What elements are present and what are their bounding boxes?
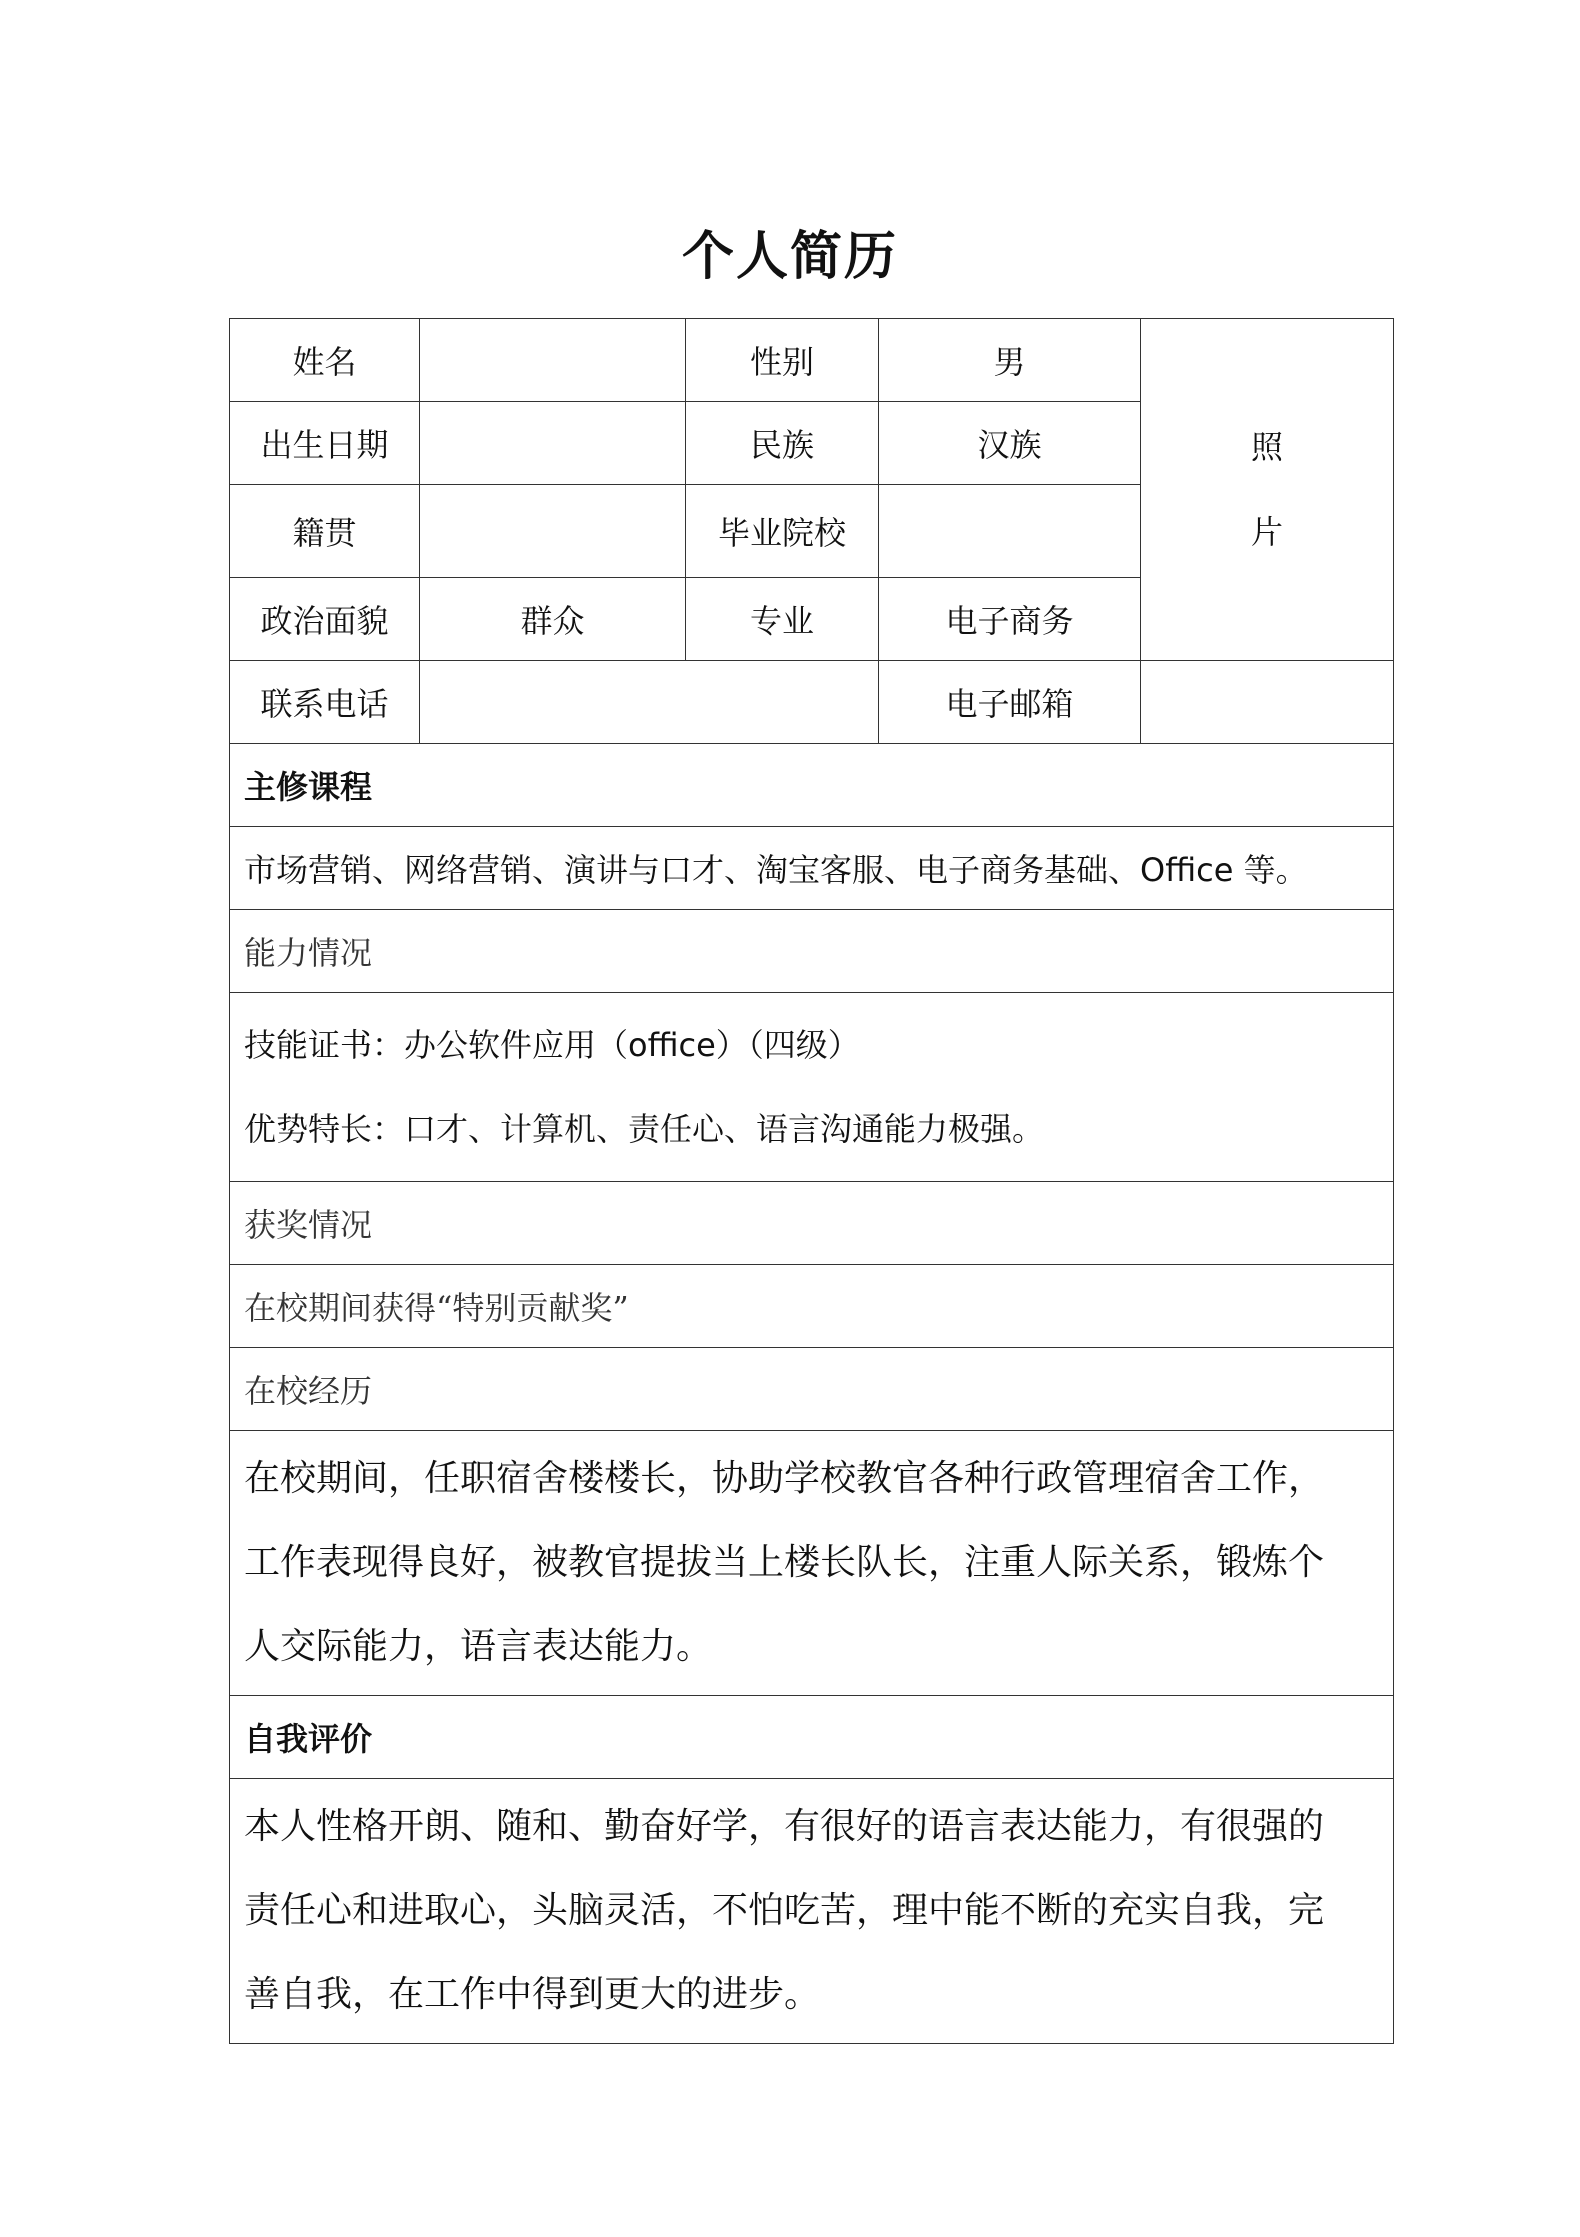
self-eval-line-3: 善自我，在工作中得到更大的进步。 bbox=[244, 1974, 821, 2015]
birth-label: 出生日期 bbox=[230, 402, 420, 485]
photo-placeholder[interactable] bbox=[1141, 319, 1394, 661]
awards-content-row bbox=[230, 1265, 1394, 1348]
self-eval-content-row bbox=[230, 1779, 1394, 2044]
self-eval-heading: 自我评价 bbox=[230, 1696, 1394, 1779]
awards-heading-row bbox=[230, 1182, 1394, 1265]
photo-char-1: 照 bbox=[1250, 427, 1283, 466]
politics-value[interactable]: 群众 bbox=[420, 578, 686, 661]
ability-line-1: 技能证书：办公软件应用（office）（四级） bbox=[244, 1026, 860, 1064]
abilities-content[interactable] bbox=[230, 993, 1394, 1182]
name-value[interactable] bbox=[420, 319, 686, 402]
experience-line-2: 工作表现得良好，被教官提拔当上楼长队长，注重人际关系，锻炼个 bbox=[244, 1542, 1325, 1583]
name-label: 姓名 bbox=[230, 319, 420, 402]
ethnicity-label: 民族 bbox=[686, 402, 879, 485]
self-eval-line-2: 责任心和进取心，头脑灵活，不怕吃苦，理中能不断的充实自我，完 bbox=[244, 1890, 1325, 1931]
experience-line-3: 人交际能力，语言表达能力。 bbox=[244, 1626, 713, 1667]
awards-content[interactable]: 在校期间获得“特别贡献奖” bbox=[230, 1265, 1394, 1348]
gender-label: 性别 bbox=[686, 319, 879, 402]
abilities-content-row bbox=[230, 993, 1394, 1182]
ability-line-2: 优势特长：口才、计算机、责任心、语言沟通能力极强。 bbox=[244, 1110, 1045, 1148]
photo-char-2: 片 bbox=[1250, 512, 1283, 551]
phone-value[interactable] bbox=[420, 661, 879, 744]
experience-heading-row bbox=[230, 1348, 1394, 1431]
experience-content[interactable] bbox=[230, 1431, 1394, 1696]
info-row-5 bbox=[230, 661, 1394, 744]
major-label: 专业 bbox=[686, 578, 879, 661]
email-value[interactable] bbox=[1141, 661, 1394, 744]
politics-label: 政治面貌 bbox=[230, 578, 420, 661]
self-eval-content[interactable] bbox=[230, 1779, 1394, 2044]
email-label: 电子邮箱 bbox=[879, 661, 1141, 744]
courses-heading-row bbox=[230, 744, 1394, 827]
page-title: 个人简历 bbox=[681, 227, 898, 287]
courses-heading: 主修课程 bbox=[230, 744, 1394, 827]
experience-line-1: 在校期间，任职宿舍楼楼长，协助学校教官各种行政管理宿舍工作， bbox=[244, 1458, 1325, 1499]
school-label: 毕业院校 bbox=[686, 485, 879, 578]
birth-value[interactable] bbox=[420, 402, 686, 485]
school-value[interactable] bbox=[879, 485, 1141, 578]
resume-table bbox=[229, 318, 1394, 2044]
experience-content-row bbox=[230, 1431, 1394, 1696]
major-value[interactable]: 电子商务 bbox=[879, 578, 1141, 661]
phone-label: 联系电话 bbox=[230, 661, 420, 744]
abilities-heading-row bbox=[230, 910, 1394, 993]
abilities-heading: 能力情况 bbox=[230, 910, 1394, 993]
self-eval-heading-row bbox=[230, 1696, 1394, 1779]
awards-heading: 获奖情况 bbox=[230, 1182, 1394, 1265]
self-eval-line-1: 本人性格开朗、随和、勤奋好学，有很好的语言表达能力，有很强的 bbox=[244, 1806, 1325, 1847]
experience-heading: 在校经历 bbox=[230, 1348, 1394, 1431]
courses-content[interactable]: 市场营销、网络营销、演讲与口才、淘宝客服、电子商务基础、Office 等。 bbox=[230, 827, 1394, 910]
info-row-1 bbox=[230, 319, 1394, 402]
gender-value[interactable]: 男 bbox=[879, 319, 1141, 402]
courses-content-row bbox=[230, 827, 1394, 910]
hometown-label: 籍贯 bbox=[230, 485, 420, 578]
ethnicity-value[interactable]: 汉族 bbox=[879, 402, 1141, 485]
hometown-value[interactable] bbox=[420, 485, 686, 578]
